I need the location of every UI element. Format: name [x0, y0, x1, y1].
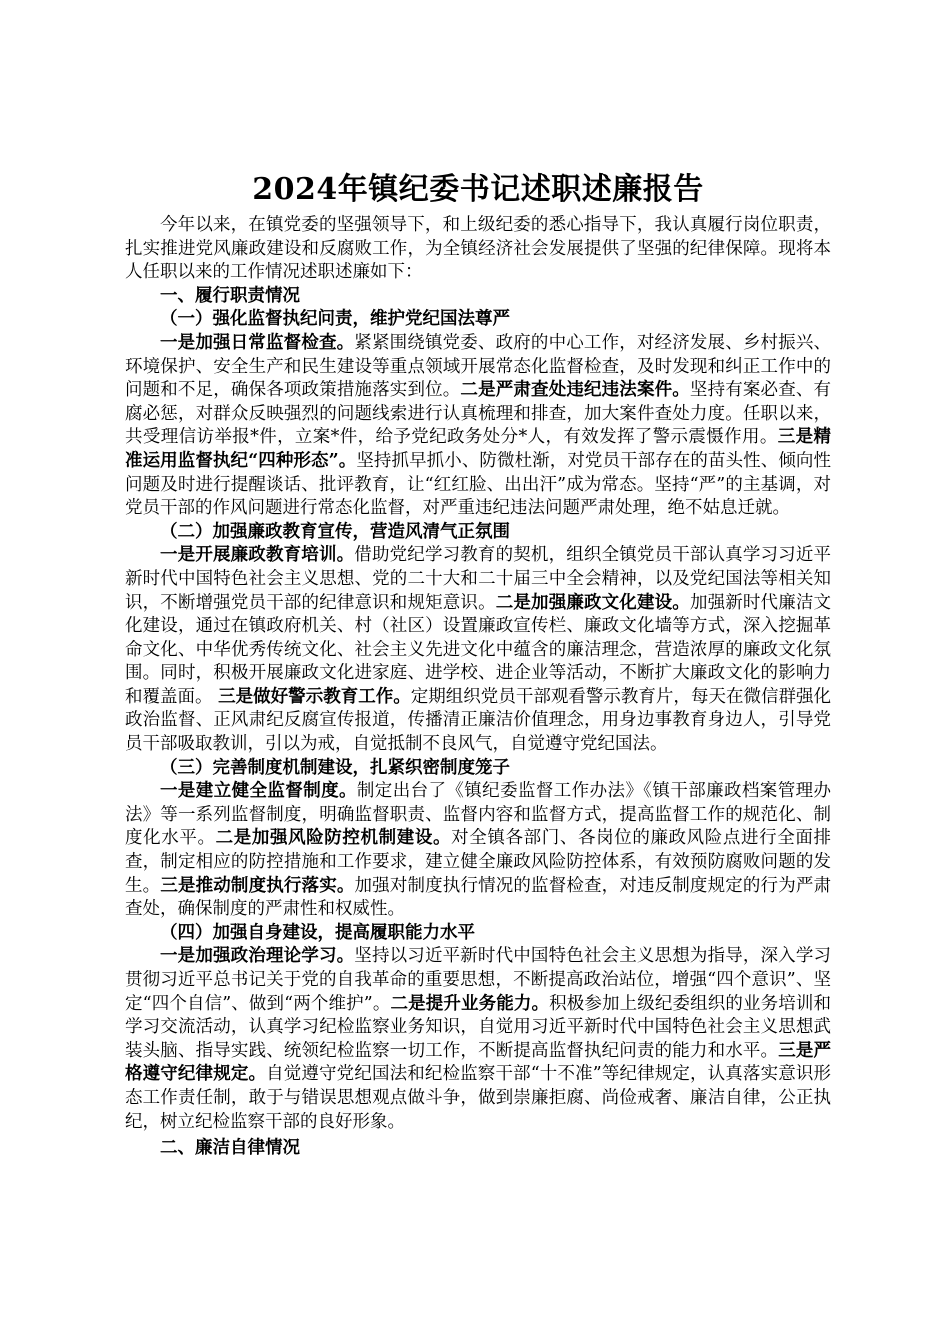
intro-paragraph: 今年以来，在镇党委的坚强领导下，和上级纪委的悉心指导下，我认真履行岗位职责，扎实推进党风廉政建设和反腐败工作，为全镇经济社会发展提供了坚强的纪律保障。现将本人任职以来的工作情况述职述廉如下：: [125, 215, 831, 283]
sub3-lead-2: 二是加强风险防控机制建设。: [215, 828, 452, 849]
sub3-lead-1: 一是建立健全监督制度。: [160, 781, 357, 802]
sub4-text-1: 坚持以习近平新时代中国特色社会主义思想为指导，深入学习贯彻习近平总书记关于党的自我革命的重要思想，不断提高政治站位，增强“四个意识”、坚定“四个自信”、做到“两个维护”。: [125, 946, 832, 1014]
sub2-lead-2: 二是加强廉政文化建设。: [495, 592, 690, 613]
document-title: 2024年镇纪委书记述职述廉报告: [252, 172, 704, 207]
section-1-heading: 一、履行职责情况: [160, 285, 300, 306]
sub4-lead-1: 一是加强政治理论学习。: [160, 946, 355, 967]
subsection-3-paragraph: [125, 780, 831, 922]
subsection-4-heading: （四）加强自身建设，提高履职能力水平: [160, 922, 475, 943]
section-2-heading: 二、廉洁自律情况: [160, 1138, 300, 1159]
sub3-text-1: 制定出台了《镇纪委监督工作办法》《镇干部廉政档案管理办法》等一系列监督制度，明确监督职责、监督内容和监督方式，提高监督工作的规范化、制度化水平。: [125, 781, 832, 849]
document-page: [125, 168, 831, 1161]
subsection-1-heading: （一）强化监督执纪问责，维护党纪国法尊严: [160, 309, 510, 330]
sub2-text-3: 定期组织党员干部观看警示教育片，每天在微信群强化政治监督、正风肃纪反腐宣传报道，传播清正廉洁价值理念，用身边事教育身边人，引导党员干部吸取教训，引以为戒，自觉抵制不良风气，自觉遵守党纪国法。: [125, 686, 832, 755]
subsection-3-heading: （三）完善制度机制建设，扎紧织密制度笼子: [160, 757, 510, 778]
sub1-text-2: 坚持有案必查、有腐必惩，对群众反映强烈的问题线索进行认真梳理和排查，加大案件查处力度。任职以来，共受理信访举报*件，立案*件，给予党纪政务处分*人，有效发挥了警示震慑作用。: [125, 380, 831, 448]
subsection-1-paragraph: [125, 332, 831, 521]
sub2-text-1: 借助党纪学习教育的契机，组织全镇党员干部认真学习习近平新时代中国特色社会主义思想、党的二十大和二十届三中全会精神，以及党纪国法等相关知识，不断增强党员干部的纪律意识和规矩意识。: [125, 545, 832, 613]
sub1-lead-3: 三是精准运用监督执纪“四种形态”。: [125, 427, 832, 471]
sub4-lead-3: 三是严格遵守纪律规定。: [125, 1040, 832, 1085]
subsection-2-paragraph: [125, 544, 831, 756]
sub2-lead-1: 一是开展廉政教育培训。: [160, 545, 355, 566]
sub4-text-2: 积极参加上级纪委组织的业务培训和学习交流活动，认真学习纪检监察业务知识，自觉用习近平新时代中国特色社会主义思想武装头脑、指导实践、统领纪检监察一切工作，不断提高监督执纪问责的能力和水平。: [125, 993, 832, 1061]
sub3-lead-3: 三是推动制度执行落实。: [160, 875, 355, 896]
sub3-text-3: 加强对制度执行情况的监督检查，对违反制度规定的行为严肃查处，确保制度的严肃性和权威性。: [125, 875, 832, 920]
sub3-text-2: 对全镇各部门、各岗位的廉政风险点进行全面排查，制定相应的防控措施和工作要求，建立健全廉政风险防控体系，有效预防腐败问题的发生。: [125, 828, 832, 896]
sub2-text-2: 加强新时代廉洁文化建设，通过在镇政府机关、村（社区）设置廉政宣传栏、廉政文化墙等方式，深入挖掘革命文化、中华优秀传统文化、社会主义先进文化中蕴含的廉洁理念，营造浓厚的廉政文化氛围。同时，积极开展廉政文化进家庭、进学校、进企业等活动，不断扩大廉政文化的影响力和覆盖面。: [125, 592, 832, 707]
sub4-lead-2: 二是提升业务能力。: [390, 993, 550, 1014]
sub1-lead-1: 一是加强日常监督检查。: [160, 332, 355, 353]
sub4-text-3: 自觉遵守党纪国法和纪检监察干部“十不准”等纪律规定，认真落实意识形态工作责任制，敢于与错误思想观点做斗争，做到崇廉拒腐、尚俭戒奢、廉洁自律，公正执纪，树立纪检监察干部的良好形象。: [125, 1064, 831, 1132]
sub1-text-1: 紧紧围绕镇党委、政府的中心工作，对经济发展、乡村振兴、环境保护、安全生产和民生建设等重点领域开展常态化监督检查，及时发现和纠正工作中的问题和不足，确保各项政策措施落实到位。: [125, 332, 832, 401]
subsection-2-heading: （二）加强廉政教育宣传，营造风清气正氛围: [160, 521, 510, 542]
sub2-lead-3: 三是做好警示教育工作。: [218, 686, 411, 707]
sub1-text-3: 坚持抓早抓小、防微杜渐，对党员干部存在的苗头性、倾向性问题及时进行提醒谈话、批评教育，让“红红脸、出出汗”成为常态。坚持“严”的主基调，对党员干部的作风问题进行常态化监督，对严重违纪违法问题严肃处理，绝不姑息迁就。: [125, 450, 831, 519]
sub1-lead-2: 二是严肃查处违纪违法案件。: [460, 380, 690, 401]
subsection-4-paragraph: [125, 945, 831, 1134]
